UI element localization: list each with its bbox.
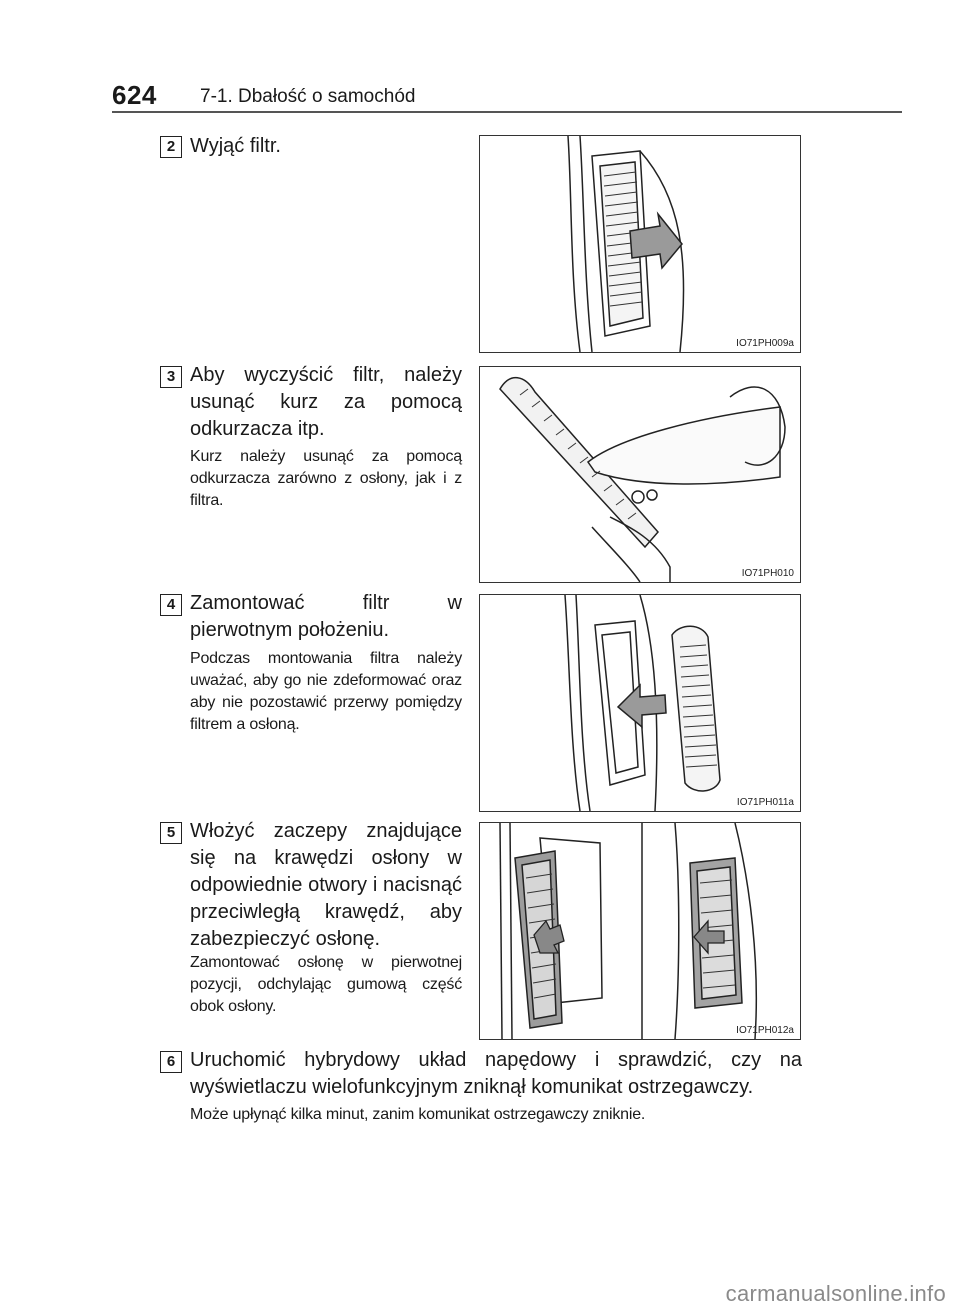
step-note: Może upłynąć kilka minut, zanim komunikat ostrzegawczy zniknie.	[190, 1106, 646, 1123]
figure-code: IO71PH011a	[736, 797, 794, 808]
step-note: Zamontować osłonę w pierwotnej pozycji, odchylając gumową część obok osłony.	[190, 954, 462, 1015]
step-note: Podczas montowania filtra należy uważać, aby go nie zdeformować oraz aby nie pozostawić przerwy pomiędzy filtrem a osłoną.	[190, 650, 462, 733]
header-rule	[112, 111, 902, 113]
step-title: Uruchomić hybrydowy układ napędowy i sprawdzić, czy na wyświetlaczu wielofunkcyjnym zniknął komunikat ostrzegawczy.	[190, 1049, 802, 1098]
step-title: Wyjąć filtr.	[190, 135, 281, 157]
figure-code: IO71PH009a	[736, 338, 794, 349]
chapter-title: 7-1. Dbałość o samochód	[200, 86, 416, 107]
remove-filter-illustration	[480, 136, 800, 352]
step-note: Kurz należy usunąć za pomocą odkurzacza zarówno z osłony, jak i z filtra.	[190, 448, 462, 509]
figure-attach-cover	[479, 822, 801, 1040]
attach-cover-illustration	[480, 823, 800, 1039]
step-number-badge: 6	[160, 1051, 182, 1073]
figure-install-filter	[479, 594, 801, 812]
arrow-left-icon	[618, 685, 666, 727]
page-number: 624	[112, 80, 157, 110]
vacuum-filter-illustration	[480, 367, 800, 582]
step-title: Włożyć zaczepy znajdujące się na krawędzi osłony w odpowiednie otwory i nacisnąć przeciwległą krawędź, aby zabezpieczyć osłonę.	[190, 820, 462, 950]
figure-vacuum-filter	[479, 366, 801, 583]
install-filter-illustration	[480, 595, 800, 811]
figure-code: IO71PH012a	[736, 1025, 794, 1036]
step-number-badge: 2	[160, 136, 182, 158]
step-number-badge: 3	[160, 366, 182, 388]
step-number-badge: 5	[160, 822, 182, 844]
step-title: Zamontować filtr w pierwotnym położeniu.	[190, 592, 462, 641]
figure-remove-filter	[479, 135, 801, 353]
watermark: carmanualsonline.info	[725, 1281, 946, 1306]
figure-code: IO71PH010	[741, 568, 794, 579]
page-header	[112, 78, 902, 116]
step-title: Aby wyczyścić filtr, należy usunąć kurz za pomocą odkurzacza itp.	[190, 364, 462, 440]
step-number-badge: 4	[160, 594, 182, 616]
